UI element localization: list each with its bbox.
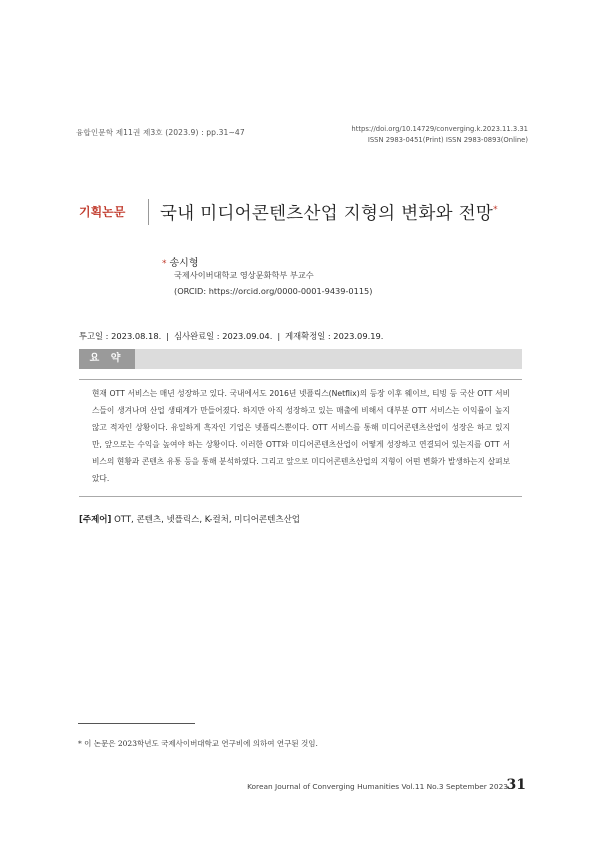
author	[162, 254, 198, 269]
journal-citation: 융합인문학 제11권 제3호 (2023.9) : pp.31~47	[76, 128, 245, 137]
keywords	[79, 513, 300, 525]
date-accepted: 게재확정일 : 2023.09.19.	[285, 331, 384, 341]
article-category: 기획논문	[79, 205, 126, 219]
author-name: 송시형	[169, 258, 199, 269]
title-footnote-mark: *	[493, 205, 498, 216]
summary-header-bar	[79, 349, 522, 369]
keywords-text: OTT, 콘텐츠, 넷플릭스, K-컬처, 미디어콘텐츠산업	[114, 515, 300, 525]
date-received: 투고일 : 2023.08.18.	[79, 331, 162, 341]
article-title-wrap	[160, 200, 498, 225]
issn-text: ISSN 2983-0451(Print) ISSN 2983-0893(Online)	[367, 136, 528, 144]
author-orcid[interactable]: (ORCID: https://orcid.org/0000-0001-9439-0115)	[174, 286, 373, 296]
doi-link[interactable]: https://doi.org/10.14729/converging.k.2023.11.3.31	[351, 125, 528, 133]
date-separator: |	[166, 331, 170, 341]
date-separator: |	[277, 331, 281, 341]
page-number: 31	[506, 777, 526, 793]
footer-journal: Korean Journal of Converging Humanities Vol.11 No.3 September 2023	[247, 782, 508, 791]
keywords-label: [주제어]	[79, 515, 112, 525]
author-marker: *	[162, 259, 167, 269]
article-title: 국내 미디어콘텐츠산업 지형의 변화와 전망	[160, 204, 494, 224]
footnote-rule	[78, 723, 195, 724]
summary-text: 현재 OTT 서비스는 매년 성장하고 있다. 국내에서도 2016년 넷플릭스(Netflix)의 등장 이후 웨이브, 티빙 등 국산 OTT 서비스들이 생겨나며 산업 생태계가 만들어졌다. 하지만 아직 성장하고 있는 매출에 비해서 대부분 OTT 서비스는 이익률이 높지 않고 적자인 상황이다. 유일하게 흑자인 기업은 넷플릭스뿐이다. OTT 서비스를 통해 미디어콘텐츠산업이 성장은 하고 있지만, 앞으로는 수익을 높여야 하는 상황이다. 이러한 OTT와 미디어콘텐츠산업이 어떻게 성장하고 연결되어 있는지를 OTT 서비스의 현황과 콘텐츠 유통 등을 통해 분석하였다. 그리고 앞으로 미디어콘텐츠산업의 지형이 어떤 변화가 발생하는지 살펴보았다.	[92, 389, 510, 483]
author-affiliation: 국제사이버대학교 영상문화학부 부교수	[174, 270, 314, 280]
doi-issn-block	[351, 124, 528, 146]
summary-label: 요 약	[79, 349, 135, 369]
footnote: * 이 논문은 2023학년도 국제사이버대학교 연구비에 의하여 연구된 것임.	[78, 739, 318, 748]
submission-dates	[79, 330, 383, 342]
date-reviewed: 심사완료일 : 2023.09.04.	[174, 331, 273, 341]
title-divider	[148, 199, 149, 225]
